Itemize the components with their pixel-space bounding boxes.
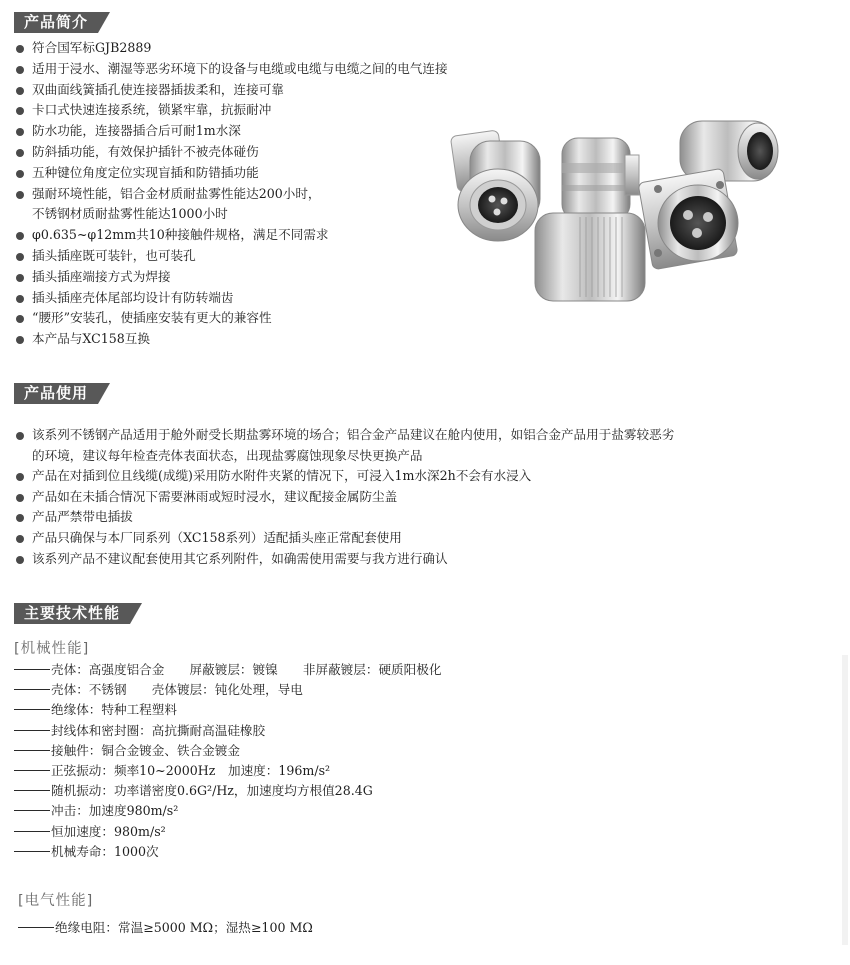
intro-item-text: 强耐环境性能，铝合金材质耐盐雾性能达200小时，	[32, 185, 321, 201]
bullet-icon	[16, 556, 24, 564]
intro-item-text: 双曲面线簧插孔使连接器插拔柔和，连接可靠	[32, 81, 284, 97]
mechanical-spec-item	[14, 741, 441, 761]
intro-item-text: 卡口式快速连接系统，锁紧牢靠，抗振耐冲	[32, 102, 272, 118]
intro-item-text: “腰形”安装孔，使插座安装有更大的兼容性	[32, 310, 272, 326]
mechanical-spec-item-text: 随机振动：功率谱密度0.6G²/Hz，加速度均方根值28.4G	[51, 783, 373, 799]
section-title-intro: 产品简介	[14, 12, 98, 33]
usage-item	[14, 487, 674, 508]
mechanical-spec-item-text: 壳体：不锈钢 壳体镀层：钝化处理，导电	[51, 682, 303, 698]
intro-item	[14, 163, 448, 184]
bullet-icon	[16, 315, 24, 323]
mechanical-spec-item-text: 壳体：高强度铝合金 屏蔽镀层：镀镍 非屏蔽镀层：硬质阳极化	[51, 662, 442, 677]
connector-bottom	[535, 213, 645, 301]
section-title-tech: 主要技术性能	[14, 603, 130, 624]
usage-item-text: 产品在对插到位且线缆(成缆)采用防水附件夹紧的情况下，可浸入1m水深2h不会有水浸入	[32, 468, 532, 484]
usage-item-text: 产品严禁带电插拔	[32, 509, 133, 525]
bullet-icon	[16, 45, 24, 53]
dash-icon	[14, 669, 50, 670]
dash-icon	[14, 750, 50, 751]
intro-item	[14, 59, 448, 80]
mechanical-spec-item	[14, 700, 441, 720]
mechanical-spec-item	[14, 842, 441, 862]
section-title-usage: 产品使用	[14, 383, 98, 404]
dash-icon	[14, 831, 50, 832]
bullet-icon	[16, 253, 24, 261]
bullet-icon	[16, 336, 24, 344]
intro-list	[14, 38, 448, 350]
intro-item-text: 符合国军标GJB2889	[32, 40, 152, 55]
intro-item-text: 防水功能，连接器插合后可耐1m水深	[32, 123, 241, 139]
intro-item	[14, 267, 448, 288]
intro-item	[14, 80, 448, 101]
intro-item	[14, 100, 448, 121]
intro-item-text: 插头插座端接方式为焊接	[32, 268, 171, 284]
connector-right-flange	[638, 168, 738, 270]
intro-item-text: 五种键位角度定位实现盲插和防错插功能	[32, 164, 259, 180]
bullet-icon	[16, 149, 24, 157]
connector-right-top	[680, 121, 778, 181]
bullet-icon	[16, 191, 24, 199]
intro-item-text: 插头插座壳体尾部均设计有防转端齿	[32, 289, 234, 305]
intro-item	[14, 329, 448, 350]
usage-item-text: 该系列不锈钢产品适用于舱外耐受长期盐雾环境的场合；铝合金产品建议在舱内使用，如铝合金产品用于盐雾较恶劣	[32, 427, 675, 442]
intro-item	[14, 225, 448, 246]
dash-icon	[18, 927, 54, 928]
mechanical-spec-item-text: 机械寿命：1000次	[51, 843, 159, 859]
intro-item-text: 适用于浸水、潮湿等恶劣环境下的设备与电缆或电缆与电缆之间的电气连接	[32, 60, 448, 76]
bullet-icon	[16, 514, 24, 522]
usage-item-text: 产品只确保与本厂同系列（XC158系列）适配插头座正常配套使用	[32, 529, 402, 545]
intro-item-text: 防斜插功能，有效保护插针不被壳体碰伤	[32, 143, 259, 159]
dash-icon	[14, 689, 50, 690]
electrical-spec-list	[18, 918, 313, 938]
bullet-icon	[16, 432, 24, 440]
usage-item	[14, 507, 674, 528]
dash-icon	[14, 730, 50, 731]
dash-icon	[14, 810, 50, 811]
intro-item-text-cont: 不锈钢材质耐盐雾性能达1000小时	[32, 206, 228, 222]
mechanical-spec-item-text: 正弦振动：频率10~2000Hz 加速度：196m/s²	[51, 763, 331, 779]
mechanical-spec-item	[14, 721, 441, 741]
mechanical-subtitle: [机械性能]	[14, 641, 90, 657]
bullet-icon	[16, 295, 24, 303]
connector-left	[450, 130, 540, 241]
electrical-spec-item-text: 绝缘电阻：常温≥5000 MΩ；湿热≥100 MΩ	[55, 920, 313, 935]
bullet-icon	[16, 128, 24, 136]
electrical-spec-item	[18, 918, 313, 938]
usage-item-text: 该系列产品不建议配套使用其它系列附件，如确需使用需要与我方进行确认	[32, 550, 448, 566]
product-photo	[440, 93, 790, 311]
intro-item	[14, 288, 448, 309]
bullet-icon	[16, 535, 24, 543]
bullet-icon	[16, 473, 24, 481]
dash-icon	[14, 770, 50, 771]
mechanical-spec-item	[14, 781, 441, 801]
mechanical-spec-item	[14, 801, 441, 821]
intro-item	[14, 121, 448, 142]
intro-item	[14, 246, 448, 267]
intro-item	[14, 308, 448, 329]
bullet-icon	[16, 87, 24, 95]
mechanical-spec-item-text: 冲击：加速度980m/s²	[51, 803, 179, 819]
bullet-icon	[16, 66, 24, 74]
usage-item	[14, 549, 674, 570]
mechanical-spec-item-text: 接触件：铜合金镀金、铁合金镀金	[51, 742, 240, 758]
electrical-subtitle: [电气性能]	[18, 893, 94, 909]
usage-item	[14, 466, 674, 487]
mechanical-spec-item	[14, 660, 441, 680]
dash-icon	[14, 709, 50, 710]
mechanical-spec-item	[14, 680, 441, 700]
mechanical-spec-item-text: 恒加速度：980m/s²	[51, 823, 166, 839]
usage-item-text: 产品如在未插合情况下需要淋雨或短时浸水，建议配接金属防尘盖	[32, 488, 398, 504]
dash-icon	[14, 790, 50, 791]
intro-item-text: 插头插座既可装针，也可装孔	[32, 247, 196, 263]
usage-list	[14, 425, 674, 569]
intro-item-text: φ0.635~φ12mm共10种接触件规格，满足不同需求	[32, 227, 329, 243]
mechanical-spec-list	[14, 660, 441, 862]
connector-center	[562, 138, 639, 220]
mechanical-spec-item-text: 封线体和密封圈：高抗撕耐高温硅橡胶	[51, 722, 266, 738]
bullet-icon	[16, 494, 24, 502]
mechanical-spec-item	[14, 761, 441, 781]
right-edge-strip	[842, 655, 848, 945]
intro-item-text: 本产品与XC158互换	[32, 331, 150, 347]
usage-item	[14, 425, 674, 466]
usage-item	[14, 528, 674, 549]
usage-item-text-cont: 的环境，建议每年检查壳体表面状态，出现盐雾腐蚀现象尽快更换产品	[32, 447, 423, 463]
intro-item	[14, 142, 448, 163]
bullet-icon	[16, 107, 24, 115]
bullet-icon	[16, 232, 24, 240]
bullet-icon	[16, 274, 24, 282]
dash-icon	[14, 851, 50, 852]
intro-item	[14, 184, 448, 226]
intro-item	[14, 38, 448, 59]
mechanical-spec-item-text: 绝缘体：特种工程塑料	[51, 702, 177, 718]
mechanical-spec-item	[14, 822, 441, 842]
bullet-icon	[16, 170, 24, 178]
